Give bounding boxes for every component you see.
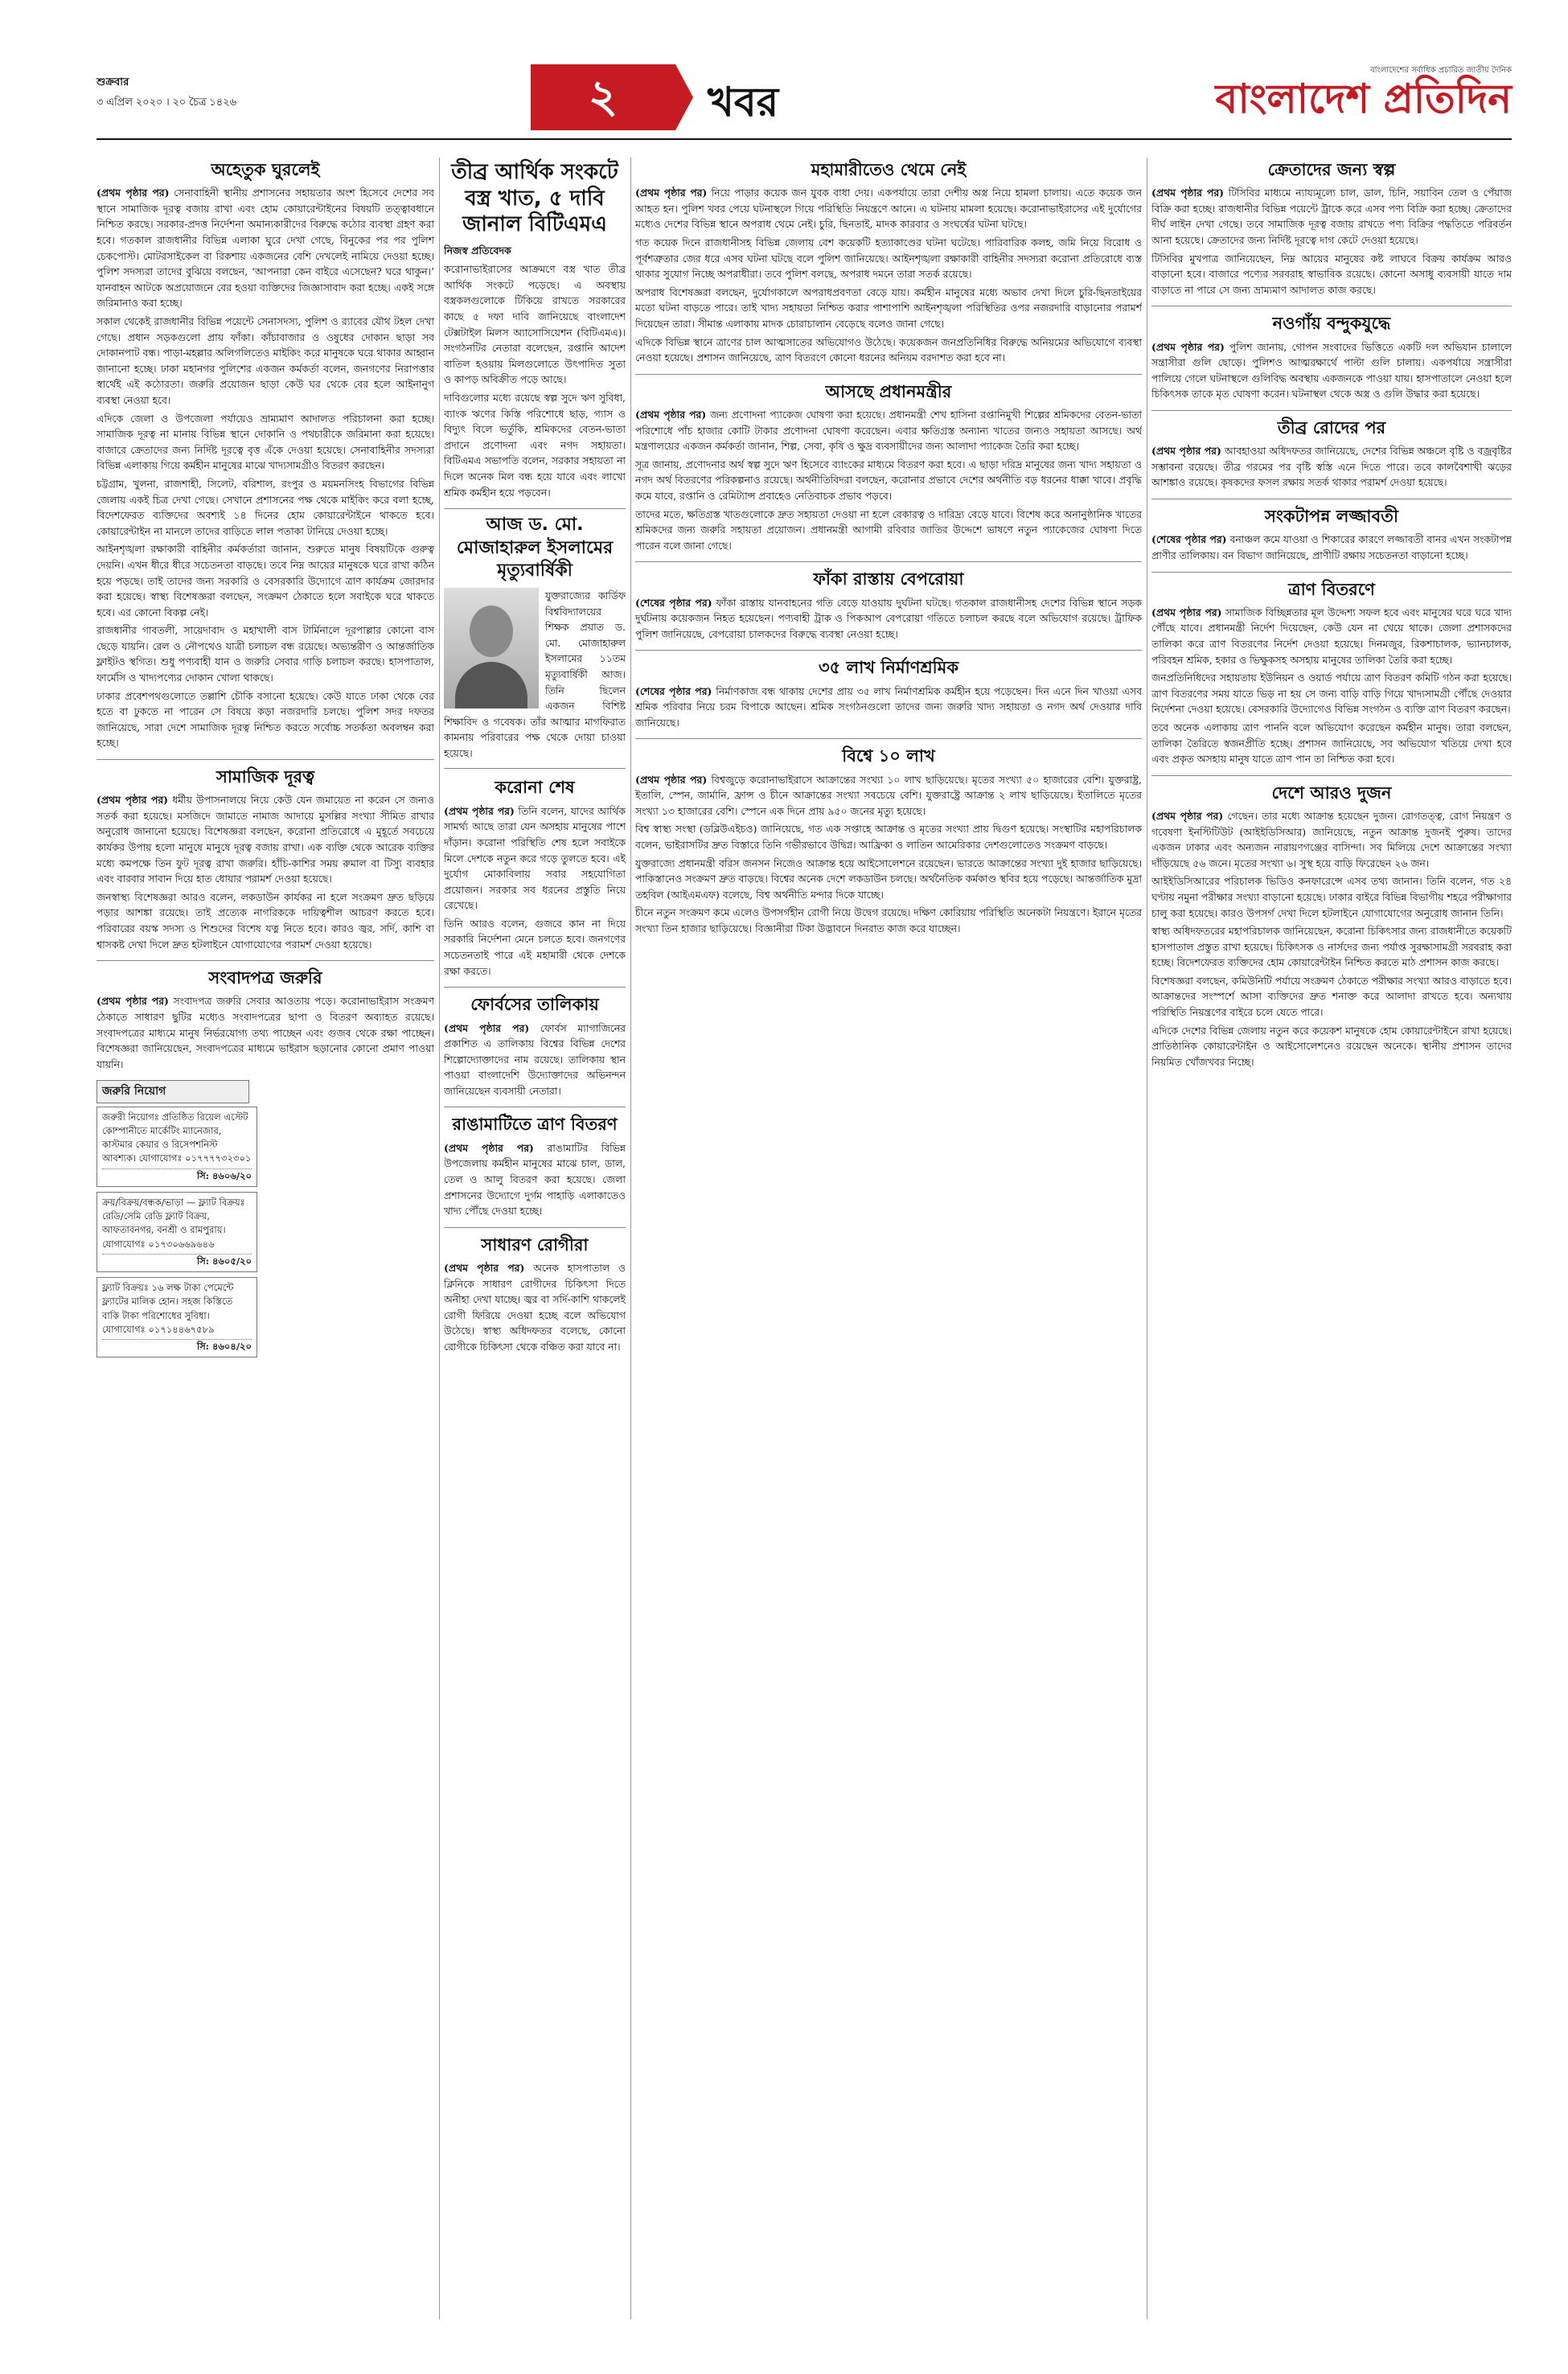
- paragraph-text: সেনাবাহিনী স্থানীয় প্রশাসনের সহায়তার অংশ হিসেবে দেশের সব স্থানে সামাজিক দূরত্ব বজায় রাখা এবং হোম কোয়ারেন্টাইনের বিষয়টি তত্ত্বাবধানে নিশ্চিত করছে। সরকার-প্রদত্ত নির্দেশনা অমান্যকারীদের বিরুদ্ধে কঠোর ব্যবস্থা গ্রহণ করা হবে। গতকাল রাজধানীর বিভিন্ন এলাকা ঘুরে দেখা গেছে, বিনুকের পর পর পুলিশ চেকপোস্ট। মোটরসাইকেল বা রিকশায় একজনের বেশি দেখলেই নামিয়ে দেওয়া হচ্ছে। পুলিশ সদস্যরা তাদের বুঝিয়ে বলছেন, ‘আপনারা কেন বাইরে এসেছেন? ঘরে থাকুন।’ যানবাহন আটকে অপ্রয়োজনে বের হওয়া ব্যক্তিদের জিজ্ঞাসাবাদ করা হচ্ছে। একই সঙ্গে জরিমানাও করা হচ্ছে।: [96, 187, 434, 310]
- article: [1151, 775, 1512, 1070]
- article: [96, 960, 434, 1072]
- article: [1151, 572, 1512, 767]
- article-paragraph: [1151, 339, 1512, 402]
- continuation-marker: (প্রথম পৃষ্ঠার পর): [96, 995, 169, 1008]
- paragraph-text: তাদের মতে, ক্ষতিগ্রস্ত খাতগুলোকে দ্রুত সহায়তা দেওয়া না হলে বেকারত্ব ও দারিদ্র্য বেড়ে যাবে। বিশেষ করে অনানুষ্ঠানিক খাতের শ্রমিকদের জন্য জরুরি সহায়তা প্রয়োজন। প্রধানমন্ত্রী আগামী রবিবার জাতির উদ্দেশে ভাষণে নতুন প্যাকেজের ঘোষণা দিতে পারেন বলে জানা গেছে।: [635, 507, 1142, 552]
- article: [96, 159, 434, 751]
- article-headline: তীব্র আর্থিক সংকটে বস্ত্র খাত, ৫ দাবি জানাল বিটিএমএ: [451, 160, 618, 236]
- article-headline: দেশে আরও দুজন: [1271, 782, 1392, 803]
- article-byline: নিজস্ব প্রতিবেদক: [444, 244, 511, 257]
- paragraph-text: গেছেন। তার মধ্যে আক্রান্ত হয়েছেন দুজন। রোগতত্ত্ব, রোগ নিয়ন্ত্রণ ও গবেষণা ইনস্টিটিউট (আইইডিসিআর) জানিয়েছে, নতুন আক্রান্ত দুজনই পুরুষ। তাদের একজন ঢাকার এবং অন্যজন নারায়ণগঞ্জের বাসিন্দা। সব মিলিয়ে দেশে আক্রান্তের সংখ্যা দাঁড়িয়েছে ৫৬ জনে। মৃতের সংখ্যা ৬। সুস্থ হয়ে বাড়ি ফিরেছেন ২৬ জন।: [1151, 809, 1512, 869]
- article-headline: ৩৫ লাখ নির্মাণশ্রমিক: [818, 658, 959, 678]
- paragraph-text: টিসিবির মাধ্যমে ন্যায্যমূল্যে চাল, ডাল, চিনি, সয়াবিন তেল ও পেঁয়াজ বিক্রি করা হচ্ছে। রাজধানীর বিভিন্ন পয়েন্টে ট্রাকে করে এসব পণ্য বিক্রি করা হচ্ছে। ক্রেতাদের দীর্ঘ লাইন দেখা গেছে। তবে সামাজিক দূরত্ব বজায় রাখতে পণ্য বিক্রির পদ্ধতিতে পরিবর্তন আনা হয়েছে। ক্রেতাদের জন্য নির্দিষ্ট দূরত্বে দাগ কেটে দেওয়া হয়েছে।: [1151, 187, 1512, 247]
- article-paragraph: [1151, 670, 1512, 717]
- article-headline: ফোর্বসের তালিকায়: [470, 995, 599, 1015]
- article-headline: রাঙামাটিতে ত্রাণ বিতরণ: [452, 1115, 618, 1135]
- continuation-marker: (প্রথম পৃষ্ঠার পর): [1151, 809, 1224, 822]
- classifieds-title: জরুরি নিয়োগ: [96, 1080, 249, 1103]
- column-2: [444, 158, 626, 2319]
- article-headline: ক্রেতাদের জন্য স্বল্প: [1267, 160, 1396, 179]
- paragraph-text: এদিকে দেশের বিভিন্ন জেলায় নতুন করে কয়েকশ মানুষকে হোম কোয়ারেন্টাইনে রাখা হয়েছে। প্রাতিষ্ঠানিক কোয়ারেন্টাইন ও আইসোলেশনেও রয়েছেন অনেকে। স্থানীয় প্রশাসন তাদের নিয়মিত খোঁজখবর নিচ্ছে।: [1151, 1024, 1512, 1068]
- classified-ad-code: সি: ৪৬০৪/২০: [102, 1339, 252, 1353]
- column-1: [96, 158, 434, 2319]
- article-paragraph: [1151, 923, 1512, 971]
- paragraph-text: ঢাকার প্রবেশপথগুলোতে তল্লাশি চৌকি বসানো হয়েছে। কেউ যাতে ঢাকা থেকে বের হতে বা ঢুকতে না পারেন সে বিষয়ে কড়া নজরদারি চলছে। পুলিশ সদর দফতর জানিয়েছে, সারা দেশে সামাজিক দূরত্ব নিশ্চিত করতে সর্বোচ্চ সতর্কতা অবলম্বন করা হচ্ছে।: [96, 689, 434, 750]
- continuation-marker: (প্রথম পৃষ্ঠার পর): [444, 1261, 525, 1274]
- paragraph-text: যুক্তরাজ্যের কার্ডিফ বিশ্ববিদ্যালয়ের শিক্ষক প্রয়াত ড. মো. মোজাহারুল ইসলামের ১১তম মৃত্যুবার্ষিকী আজ। তিনি ছিলেন একজন বিশিষ্ট শিক্ষাবিদ ও গবেষক। তাঁর আত্মার মাগফিরাত কামনায় পরিবারের পক্ষ থেকে দোয়া চাওয়া হয়েছে।: [444, 589, 626, 759]
- article-paragraph: [96, 993, 434, 1072]
- article-headline: সংবাদপত্র জরুরি: [208, 968, 322, 988]
- article-headline: তীব্র রোদের পর: [1277, 418, 1386, 438]
- paragraph-text: নির্মাণকাজ বন্ধ থাকায় দেশের প্রায় ৩৫ লাখ নির্মাণশ্রমিক কর্মহীন হয়ে পড়েছেন। দিন এনে দিন খাওয়া এসব শ্রমিক পরিবার নিয়ে চরম বিপাকে আছেন। শ্রমিক সংগঠনগুলো তাদের জন্য জরুরি খাদ্য সহায়তা ও নগদ অর্থ দেওয়ার দাবি জানিয়েছে।: [635, 684, 1142, 729]
- article-paragraph: [96, 889, 434, 952]
- article: [444, 1107, 626, 1218]
- article-body: [1151, 339, 1512, 402]
- portrait-photo: [444, 588, 539, 709]
- article-body: [96, 993, 434, 1072]
- column-divider: [630, 158, 631, 2319]
- article: [1151, 499, 1512, 563]
- classified-ad-code: সি: ৪৬০৫/২০: [102, 1254, 252, 1268]
- paragraph-text: সংবাদপত্র জরুরি সেবার আওতায় পড়ে। করোনাভাইরাস সংক্রমণ ঠেকাতে সাধারণ ছুটির মধ্যেও সংবাদপত্রের ছাপা ও বিতরণ অব্যাহত রয়েছে। সংবাদপত্রের মাধ্যমে মানুষ নির্ভরযোগ্য তথ্য পাচ্ছেন এবং গুজব থেকে রক্ষা পাচ্ছেন। বিশেষজ্ঞরা জানিয়েছেন, সংবাদপত্রের মাধ্যমে ভাইরাস ছড়ানোর কোনো প্রমাণ পাওয়া যায়নি।: [96, 995, 434, 1070]
- paragraph-text: জনস্বাস্থ্য বিশেষজ্ঞরা আরও বলেন, লকডাউন কার্যকর না হলে সংক্রমণ দ্রুত ছড়িয়ে পড়ার আশঙ্কা রয়েছে। তাই প্রত্যেক নাগরিককে দায়িত্বশীল আচরণ করতে হবে। পরিবারের বয়স্ক সদস্য ও শিশুদের বিশেষ যত্ন নিতে হবে। কারও জ্বর, সর্দি, কাশি বা শ্বাসকষ্ট দেখা দিলে দ্রুত হটলাইনে যোগাযোগের পরামর্শ দেওয়া হয়েছে।: [96, 890, 434, 951]
- obituary-headline: আজ ড. মো. মোজাহারুল ইসলামের মৃত্যুবার্ষিকী: [456, 515, 614, 581]
- paragraph-text: করোনাভাইরাসের আক্রমণে বস্ত্র খাত তীব্র আর্থিক সংকটে পড়েছে। এ অবস্থায় বস্ত্রকলগুলোকে টিকিয়ে রাখতে সরকারের কাছে ৫ দফা দাবি জানিয়েছে বাংলাদেশ টেক্সটাইল মিলস অ্যাসোসিয়েশন (বিটিএমএ)। সংগঠনটির নেতারা বলেছেন, রপ্তানি আদেশ বাতিল হওয়ায় মিলগুলোতে উৎপাদিত সুতা ও কাপড় অবিক্রীত পড়ে আছে।: [444, 263, 626, 386]
- article-body: [444, 1021, 626, 1099]
- article-paragraph: [635, 905, 1142, 936]
- article: [635, 650, 1142, 730]
- article-paragraph: [444, 390, 626, 500]
- dateline-day: শুক্রবার: [96, 76, 129, 88]
- paragraph-text: বিশ্ব স্বাস্থ্য সংস্থা (ডব্লিউএইচও) জানিয়েছে, গত এক সপ্তাহে আক্রান্ত ও মৃতের সংখ্যা প্রায় দ্বিগুণ হয়েছে। সংস্থাটির মহাপরিচালক বলেন, ভাইরাসটির দ্রুত বিস্তারে তিনি গভীরভাবে উদ্বিগ্ন। আফ্রিকা ও লাতিন আমেরিকার দেশগুলোতেও সংক্রমণ বাড়ছে।: [635, 823, 1142, 852]
- classified-ad: [96, 1192, 257, 1272]
- article-paragraph: [635, 856, 1142, 903]
- paragraph-text: বিশ্বজুড়ে করোনাভাইরাসে আক্রান্তের সংখ্যা ১০ লাখ ছাড়িয়েছে। মৃতের সংখ্যা ৫০ হাজারের বেশি। যুক্তরাষ্ট্র, ইতালি, স্পেন, জার্মানি, ফ্রান্স ও চীনে আক্রান্তের সংখ্যা সবচেয়ে বেশি। যুক্তরাষ্ট্রে আক্রান্ত ২ লাখ ছাড়িয়েছে। ইতালিতে মৃতের সংখ্যা ১৩ হাজারের বেশি। স্পেনে এক দিনে প্রায় ৯৫০ জনের মৃত্যু হয়েছে।: [635, 773, 1142, 817]
- article-body: [1151, 443, 1512, 491]
- continuation-marker: (প্রথম পৃষ্ঠার পর): [444, 804, 515, 817]
- paragraph-text: টিসিবির মুখপাত্র জানিয়েছেন, নিম্ন আয়ের মানুষের কষ্ট লাঘবে বিক্রয় কার্যক্রম আরও বাড়ানো হবে। বাজারে পণ্যের সরবরাহ স্বাভাবিক রয়েছে। কোনো অসাধু ব্যবসায়ী যাতে দাম বাড়াতে না পারে সে জন্য ভ্রাম্যমাণ আদালত কাজ করছে।: [1151, 252, 1512, 296]
- article-paragraph: [1151, 720, 1512, 767]
- article-paragraph: [1151, 605, 1512, 667]
- article: [444, 777, 626, 979]
- article-paragraph: [1151, 251, 1512, 298]
- classified-ad: [96, 1277, 257, 1357]
- continuation-marker: (প্রথম পৃষ্ঠার পর): [635, 187, 708, 199]
- article-paragraph: [444, 916, 626, 979]
- paragraph-text: আইইডিসিআরের পরিচালক ভিডিও কনফারেন্সে এসব তথ্য জানান। তিনি বলেন, গত ২৪ ঘণ্টায় নমুনা পরীক্ষার সংখ্যা বাড়ানো হয়েছে। ঢাকার বাইরে বিভিন্ন বিভাগীয় শহরে পরীক্ষাগার চালু করা হয়েছে। কারও উপসর্গ দেখা দিলে হটলাইনে যোগাযোগের অনুরোধ জানান তিনি।: [1151, 875, 1512, 919]
- article: [635, 159, 1142, 366]
- article: [1151, 306, 1512, 402]
- classified-ad-text: জরুরী নিয়োগঃ প্রতিষ্ঠিত রিয়েল এস্টেট কোম্পানীতে মার্কেটিং ম্যানেজার, কাস্টমার কেয়ার ও রিসেপশনিস্ট আবশ্যক। যোগাযোগঃ ০১৭৭৭৭৩২৩০১: [102, 1111, 252, 1164]
- continuation-marker: (প্রথম পৃষ্ঠার পর): [1151, 445, 1221, 458]
- article-paragraph: [635, 772, 1142, 819]
- column-4: [1151, 158, 1512, 2319]
- article: [1151, 410, 1512, 491]
- dateline-date: ৩ এপ্রিল ২০২০ । ২০ চৈত্র ১৪২৬: [96, 95, 237, 108]
- article-paragraph: [444, 1140, 626, 1219]
- paragraph-text: তিনি আরও বলেন, গুজবে কান না দিয়ে সরকারি নির্দেশনা মেনে চলতে হবে। জনগণের সচেতনতাই পারে এই মহামারী থেকে দেশকে রক্ষা করতে।: [444, 917, 626, 977]
- article-headline: ফাঁকা রাস্তায় বেপরোয়া: [813, 569, 964, 589]
- article-paragraph: [635, 595, 1142, 643]
- continuation-marker: (প্রথম পৃষ্ঠার পর): [444, 1141, 534, 1154]
- paragraph-text: তবে অনেক এলাকায় ত্রাণ পাননি বলে অভিযোগ করেছেন কর্মহীন মানুষ। তারা বলছেন, তালিকা তৈরিতে স্বজনপ্রীতি হচ্ছে। প্রশাসন জানিয়েছে, সব অভিযোগ খতিয়ে দেখা হবে এবং প্রকৃত অসহায় মানুষ যাতে ত্রাণ পান তা নিশ্চিত করা হবে।: [1151, 721, 1512, 766]
- paragraph-text: চট্টগ্রাম, খুলনা, রাজশাহী, সিলেট, বরিশাল, রংপুর ও ময়মনসিংহ বিভাগের বিভিন্ন জেলায় একই চিত্র দেখা গেছে। সেখানে প্রশাসনের পক্ষ থেকে মাইকিং করে বলা হচ্ছে, বিদেশফেরত ব্যক্তিদের অবশ্যই ১৪ দিনের হোম কোয়ারেন্টাইনে থাকতে হবে। কোয়ারেন্টাইন না মানলে তাদের বাড়িতে লাল পতাকা টানিয়ে দেওয়া হচ্ছে।: [96, 477, 434, 537]
- article-headline: মহামারীতেও থেমে নেই: [811, 160, 967, 179]
- article: [444, 987, 626, 1099]
- masthead-rule: [96, 138, 1512, 140]
- paragraph-text: বনাঞ্চল কমে যাওয়া ও শিকারের কারণে লজ্জাবতী বানর এখন সংকটাপন্ন প্রাণীর তালিকায়। বন বিভাগ জানিয়েছে, প্রাণীটি রক্ষায় সচেতনতা বাড়ানো হচ্ছে।: [1151, 533, 1512, 561]
- article-headline: সংকটাপন্ন লজ্জাবতী: [1265, 507, 1398, 527]
- article: [635, 374, 1142, 554]
- paragraph-text: নিয়ে পাড়ার কয়েক জন যুবক বাধা দেয়। একপর্যায়ে তারা দেশীয় অস্ত্র নিয়ে হামলা চালায়। এতে কয়েক জন আহত হন। পুলিশ খবর পেয়ে ঘটনাস্থলে গিয়ে পরিস্থিতি নিয়ন্ত্রণে আনে। এ ঘটনায় মামলা হয়েছে। করোনাভাইরাসের এই দুর্যোগের মধ্যেও দেশের বিভিন্ন স্থানে অপরাধ থেমে নেই। চুরি, ছিনতাই, মাদক কারবার ও সংঘর্ষের ঘটনা ঘটছে।: [635, 187, 1142, 231]
- article-paragraph: [96, 476, 434, 539]
- article-body: [1151, 808, 1512, 1070]
- article-paragraph: [635, 684, 1142, 731]
- article-paragraph: [1151, 808, 1512, 871]
- article: [444, 1227, 626, 1355]
- paragraph-text: রাজধানীর গাবতলী, সায়েদাবাদ ও মহাখালী বাস টার্মিনালে দূরপাল্লার কোনো বাস ছেড়ে যায়নি। রেল ও নৌপথেও যাত্রী চলাচল বন্ধ রয়েছে। অভ্যন্তরীণ ও আন্তর্জাতিক ফ্লাইটও স্থগিত। শুধু পণ্যবাহী যান ও জরুরি সেবার গাড়ি চলাচল করছে। হাসপাতাল, ফার্মেসি ও খাদ্যপণ্যের দোকান খোলা থাকছে।: [96, 624, 434, 684]
- paragraph-text: এদিকে জেলা ও উপজেলা পর্যায়েও ভ্রাম্যমাণ আদালত পরিচালনা করা হচ্ছে। সামাজিক দূরত্ব না মানায় বিভিন্ন স্থানে দোকানি ও পথচারীকে জরিমানা করা হয়েছে। বাজারে ক্রেতাদের জন্য নির্দিষ্ট দূরত্বে বৃত্ত এঁকে দেওয়া হয়েছে। সেনাবাহিনীর সদস্যরা বিভিন্ন এলাকায় গিয়ে কর্মহীন মানুষের মাঝে খাদ্যসামগ্রীও বিতরণ করছেন।: [96, 412, 434, 472]
- brand-logo: বাংলাদেশ প্রতিদিন: [1215, 75, 1512, 122]
- paragraph-text: গত কয়েক দিনে রাজধানীসহ বিভিন্ন জেলায় বেশ কয়েকটি হত্যাকাণ্ডের ঘটনা ঘটেছে। পারিবারিক কলহ, জমি নিয়ে বিরোধ ও পূর্বশত্রুতার জের ধরে এসব ঘটনা ঘটছে বলে পুলিশ জানিয়েছে। আইনশৃঙ্খলা রক্ষাকারী বাহিনীর সদস্যরা করোনা প্রতিরোধে ব্যস্ত থাকার সুযোগ নিচ্ছে অপরাধীরা। তবে পুলিশ বলছে, অপরাধ দমনে তারা সতর্ক রয়েছে।: [635, 236, 1142, 281]
- continuation-marker: (প্রথম পৃষ্ঠার পর): [1151, 187, 1225, 199]
- article-paragraph: [96, 688, 434, 751]
- classified-ad-code: সি: ৪৬০৬/২০: [102, 1169, 252, 1183]
- article-paragraph: [96, 314, 434, 409]
- continuation-marker: (শেষের পৃষ্ঠার পর): [635, 596, 712, 609]
- paragraph-text: জন্য প্রণোদনা প্যাকেজ ঘোষণা করা হয়েছে। প্রধানমন্ত্রী শেখ হাসিনা রপ্তানিমুখী শিল্পের শ্রমিকদের বেতন-ভাতা পরিশোধে পাঁচ হাজার কোটি টাকার প্রণোদনা ঘোষণা করেছেন। এবার ক্ষতিগ্রস্ত অন্যান্য খাতের জন্যও সহায়তা আসছে। অর্থ মন্ত্রণালয়ের একজন কর্মকর্তা জানান, শিল্প, সেবা, কৃষি ও ক্ষুদ্র ব্যবসায়ীদের জন্য আলাদা প্যাকেজ তৈরি করা হচ্ছে।: [635, 409, 1142, 453]
- brand: [1215, 64, 1512, 121]
- article-body: [635, 407, 1142, 553]
- paragraph-text: চীনে নতুন সংক্রমণ কমে এলেও উপসর্গহীন রোগী নিয়ে উদ্বেগ রয়েছে। দক্ষিণ কোরিয়ায় পরিস্থিতি অনেকটা নিয়ন্ত্রণে। ইরানে মৃতের সংখ্যা তিন হাজার ছাড়িয়েছে। বিজ্ঞানীরা টিকা উদ্ভাবনে দিনরাত কাজ করে যাচ্ছেন।: [635, 906, 1142, 935]
- article: [1151, 159, 1512, 298]
- article-paragraph: [635, 285, 1142, 332]
- article-headline: বিশ্বে ১০ লাখ: [842, 746, 935, 766]
- article-body: [635, 772, 1142, 937]
- article-headline: আসছে প্রধানমন্ত্রীর: [825, 381, 952, 401]
- article-paragraph: [1151, 873, 1512, 921]
- paragraph-text: ফাঁকা রাস্তায় যানবাহনের গতি বেড়ে যাওয়ায় দুর্ঘটনা ঘটছে। গতকাল রাজধানীসহ দেশের বিভিন্ন স্থানে সড়ক দুর্ঘটনায় কয়েকজন নিহত হয়েছেন। পণ্যবাহী ট্রাক ও পিকআপ বেপরোয়া গতিতে চলাচল করছে বলে অভিযোগ রয়েছে। ট্রাফিক পুলিশ জানিয়েছে, বেপরোয়া চালকদের বিরুদ্ধে ব্যবস্থা নেওয়া হচ্ছে।: [635, 596, 1142, 640]
- continuation-marker: (প্রথম পৃষ্ঠার পর): [1151, 606, 1222, 618]
- article-body: [444, 261, 626, 500]
- paragraph-text: আবহাওয়া অধিদফতর জানিয়েছে, দেশের বিভিন্ন অঞ্চলে বৃষ্টি ও বজ্রবৃষ্টির সম্ভাবনা রয়েছে। তীব্র গরমের পর বৃষ্টি স্বস্তি এনে দিতে পারে। তবে কালবৈশাখী ঝড়ের আশঙ্কাও রয়েছে। কৃষকদের ফসল রক্ষায় সতর্ক থাকার পরামর্শ দেওয়া হয়েছে।: [1151, 445, 1512, 489]
- obituary-box: [444, 508, 626, 769]
- article-body: [1151, 185, 1512, 298]
- article-headline: নওগাঁয় বন্দুকযুদ্ধে: [1272, 314, 1391, 334]
- article-paragraph: [96, 792, 434, 887]
- article-body: [635, 684, 1142, 731]
- article-paragraph: [96, 411, 434, 474]
- masthead: [96, 64, 1512, 145]
- paragraph-text: দাবিগুলোর মধ্যে রয়েছে স্বল্প সুদে ঋণ সুবিধা, ব্যাংক ঋণের কিস্তি পরিশোধে ছাড়, গ্যাস ও বিদ্যুৎ বিলে ভর্তুকি, শ্রমিকদের বেতন-ভাতা প্রদানে প্রণোদনা এবং নগদ সহায়তা। বিটিএমএ সভাপতি বলেন, সরকার সহায়তা না দিলে অনেক মিল বন্ধ হয়ে যাবে এবং লাখো শ্রমিক কর্মহীন হয়ে পড়বেন।: [444, 392, 626, 499]
- continuation-marker: (প্রথম পৃষ্ঠার পর): [635, 409, 707, 421]
- paragraph-text: স্বাস্থ্য অধিদফতরের মহাপরিচালক জানিয়েছেন, করোনা চিকিৎসার জন্য রাজধানীতে কয়েকটি হাসপাতাল প্রস্তুত রাখা হয়েছে। চিকিৎসক ও নার্সদের জন্য পর্যাপ্ত সুরক্ষাসামগ্রী সরবরাহ করা হচ্ছে। বিদেশফেরত ব্যক্তিদের হোম কোয়ারেন্টাইন নিশ্চিত করতে মাঠ প্রশাসন কাজ করছে।: [1151, 925, 1512, 969]
- article-body: [444, 1140, 626, 1219]
- paragraph-text: এদিকে বিভিন্ন স্থানে ত্রাণের চাল আত্মসাতের অভিযোগও উঠেছে। কয়েকজন জনপ্রতিনিধির বিরুদ্ধে অনিয়মের অভিযোগে ব্যবস্থা নেওয়া হয়েছে। প্রশাসন জানিয়েছে, ত্রাণ বিতরণে কোনো ধরনের অনিয়ম বরদাশত করা হবে না।: [635, 335, 1142, 364]
- article-body: [635, 595, 1142, 643]
- article-paragraph: [635, 457, 1142, 504]
- paragraph-text: যুক্তরাজ্যে প্রধানমন্ত্রী বরিস জনসন নিজেও আক্রান্ত হয়ে আইসোলেশনে রয়েছেন। ভারতে আক্রান্তের সংখ্যা দুই হাজার ছাড়িয়েছে। পাকিস্তানেও সংক্রমণ দ্রুত বাড়ছে। বিশ্বের অনেক দেশে লকডাউন চলছে। অর্থনৈতিক কর্মকাণ্ড স্থবির হয়ে পড়েছে। আন্তর্জাতিক মুদ্রা তহবিল (আইএমএফ) বলেছে, বিশ্ব অর্থনীতি মন্দার দিকে যাচ্ছে।: [635, 856, 1142, 901]
- article-body: [96, 185, 434, 751]
- article-paragraph: [96, 185, 434, 311]
- continuation-marker: (প্রথম পৃষ্ঠার পর): [1151, 340, 1225, 353]
- classified-ad: [96, 1107, 257, 1187]
- classified-ad-text: ক্রয়/বিক্রয়/বন্ধক/ভাড়া — ফ্ল্যাট বিক্রয়ঃ রেডি/সেমি রেডি ফ্ল্যাট বিক্রয়, আফতাবনগর, বনশ্রী ও রামপুরায়। যোগাযোগঃ ০১৭৩০৬৬৯৬৪৬: [102, 1196, 245, 1250]
- article-headline: অহেতুক ঘুরলেই: [211, 160, 320, 179]
- column-divider: [439, 158, 440, 2319]
- article-body: [444, 803, 626, 980]
- article: [444, 159, 626, 500]
- paragraph-text: সামাজিক বিচ্ছিন্নতার মূল উদ্দেশ্য সফল হবে এবং মানুষের ঘরে ঘরে খাদ্য পৌঁছে যাবে। প্রধানমন্ত্রী নির্দেশ দিয়েছেন, কেউ যেন না খেয়ে থাকে। জেলা প্রশাসকদের তালিকা করে ত্রাণ বিতরণের নির্দেশ দেওয়া হয়েছে। দিনমজুর, রিকশাচালক, ভ্যানচালক, পরিবহন শ্রমিক, হকার ও ভিক্ষুকসহ অসহায় মানুষের তালিকা তৈরি করা হচ্ছে।: [1151, 606, 1512, 666]
- article-paragraph: [1151, 973, 1512, 1021]
- article-paragraph: [1151, 1023, 1512, 1070]
- continuation-marker: (প্রথম পৃষ্ঠার পর): [96, 187, 170, 199]
- page-number-badge: ২: [531, 64, 675, 130]
- paragraph-text: জনপ্রতিনিধিদের সহায়তায় ইউনিয়ন ও ওয়ার্ড পর্যায়ে ত্রাণ বিতরণ কমিটি গঠন করা হয়েছে। ত্রাণ বিতরণের সময় যাতে ভিড় না হয় সে জন্য বাড়ি বাড়ি গিয়ে খাদ্যসামগ্রী পৌঁছে দেওয়ার নির্দেশনা দেওয়া হয়েছে। বেসরকারি উদ্যোগেও বিভিন্ন সংগঠন ও ব্যক্তি ত্রাণ বিতরণ করছেন।: [1151, 672, 1512, 716]
- article: [96, 759, 434, 952]
- continuation-marker: (শেষের পৃষ্ঠার পর): [1151, 533, 1227, 546]
- article-paragraph: [1151, 532, 1512, 563]
- article-paragraph: [1151, 443, 1512, 491]
- article-paragraph: [635, 335, 1142, 366]
- article-headline: সাধারণ রোগীরা: [481, 1234, 589, 1255]
- article-body: [1151, 532, 1512, 563]
- paragraph-text: রাঙামাটির বিভিন্ন উপজেলায় কর্মহীন মানুষের মাঝে চাল, ডাল, তেল ও আলু বিতরণ করা হয়েছে। জেলা প্রশাসনের উদ্যোগে দুর্গম পাহাড়ি এলাকাতেও খাদ্য পৌঁছে দেওয়া হচ্ছে।: [444, 1141, 626, 1218]
- article-body: [96, 792, 434, 952]
- article-paragraph: [96, 622, 434, 685]
- continuation-marker: (প্রথম পৃষ্ঠার পর): [635, 773, 708, 786]
- article-paragraph: [635, 821, 1142, 852]
- brand-tagline: বাংলাদেশের সর্বাধিক প্রচারিত জাতীয় দৈনিক: [1370, 66, 1512, 75]
- article-paragraph: [96, 541, 434, 620]
- article-paragraph: [444, 1021, 626, 1099]
- article-body: [1151, 605, 1512, 767]
- continuation-marker: (প্রথম পৃষ্ঠার পর): [444, 1021, 530, 1034]
- section-title: খবর: [708, 79, 779, 125]
- article-paragraph: [635, 185, 1142, 232]
- article-paragraph: [635, 407, 1142, 454]
- article-paragraph: [635, 235, 1142, 282]
- paragraph-text: অনেক হাসপাতাল ও ক্লিনিকে সাধারণ রোগীদের চিকিৎসা দিতে অনীহা দেখা যাচ্ছে। জ্বর বা সর্দি-কাশি থাকলেই রোগী ফিরিয়ে দেওয়া হচ্ছে বলে অভিযোগ উঠেছে। স্বাস্থ্য অধিদফতর বলেছে, কোনো রোগীকে চিকিৎসা থেকে বঞ্চিত করা যাবে না।: [444, 1261, 626, 1353]
- article-paragraph: [444, 803, 626, 914]
- continuation-marker: (শেষের পৃষ্ঠার পর): [635, 684, 712, 697]
- paragraph-text: ধর্মীয় উপাসনালয়ে নিয়ে কেউ যেন জমায়েত না করেন সে জন্যও সতর্ক করা হয়েছে। মসজিদে জামাতে নামাজ আদায়ে মুসল্লির সংখ্যা সীমিত রাখার অনুরোধ জানানো হয়েছে। বিশেষজ্ঞরা বলছেন, করোনা প্রতিরোধে এ মুহূর্তে সবচেয়ে কার্যকর উপায় হলো মানুষে মানুষে দূরত্ব বজায় রাখা। এক ব্যক্তি থেকে আরেক ব্যক্তির মধ্যে কমপক্ষে তিন ফুট দূরত্ব রাখা জরুরি। হাঁচি-কাশির সময় রুমাল বা টিস্যু ব্যবহার এবং বারবার সাবান দিয়ে হাত ধোয়ার পরামর্শ দেওয়া হয়েছে।: [96, 794, 434, 885]
- paragraph-text: বিশেষজ্ঞরা বলছেন, কমিউনিটি পর্যায়ে সংক্রমণ ঠেকাতে পরীক্ষার সংখ্যা আরও বাড়াতে হবে। আক্রান্তদের সংস্পর্শে আসা ব্যক্তিদের দ্রুত শনাক্ত করে আলাদা রাখতে হবে। অন্যথায় পরিস্থিতি নিয়ন্ত্রণের বাইরে চলে যেতে পারে।: [1151, 974, 1512, 1019]
- continuation-marker: (প্রথম পৃষ্ঠার পর): [96, 794, 169, 807]
- article-paragraph: [1151, 185, 1512, 248]
- paragraph-text: সূত্র জানায়, প্রণোদনার অর্থ স্বল্প সুদে ঋণ হিসেবে ব্যাংকের মাধ্যমে বিতরণ করা হবে। এ ছাড়া দরিদ্র মানুষের জন্য খাদ্য সহায়তা ও নগদ অর্থ বিতরণের পরিকল্পনাও রয়েছে। অর্থনীতিবিদরা বলছেন, করোনার প্রভাবে দেশের অর্থনীতি বড় ধরনের ধাক্কা খাবে। প্রবৃদ্ধি কমে যাবে, রপ্তানি ও রেমিট্যান্স প্রবাহেও নেতিবাচক প্রভাব পড়বে।: [635, 458, 1142, 502]
- article-paragraph: [444, 1260, 626, 1355]
- paragraph-text: ফোর্বস ম্যাগাজিনের প্রকাশিত এ তালিকায় বিশ্বের বিভিন্ন দেশের শিল্পোদ্যোক্তাদের নাম রয়েছে। তালিকায় স্থান পাওয়া বাংলাদেশি উদ্যোক্তাদের অভিনন্দন জানিয়েছেন ব্যবসায়ী নেতারা।: [444, 1021, 626, 1097]
- article: [635, 738, 1142, 936]
- page-number-arrow: [675, 64, 693, 130]
- dateline: [96, 72, 236, 112]
- article-headline: করোনা শেষ: [495, 778, 575, 798]
- classified-ad-text: ফ্ল্যাট বিক্রয়ঃ ১৬ লক্ষ টাকা পেমেন্টে ফ্ল্যাটের মালিক হোন। সহজ কিস্তিতে বাকি টাকা পরিশোধের সুবিধা। যোগাযোগঃ ০১৭১৪৪৬৭৫৮৯: [102, 1282, 234, 1335]
- column-3: [635, 158, 1142, 2319]
- article-paragraph: [635, 507, 1142, 554]
- paragraph-text: আইনশৃঙ্খলা রক্ষাকারী বাহিনীর কর্মকর্তারা জানান, শুরুতে মানুষ বিষয়টিকে গুরুত্ব দেয়নি। এখন ধীরে ধীরে সচেতনতা বাড়ছে। তবে নিম্ন আয়ের মানুষকে ঘরে রাখা কঠিন হয়ে পড়ছে। তাই তাদের জন্য সরকারি ও বেসরকারি উদ্যোগে ত্রাণ কার্যক্রম জোরদার করা হয়েছে। স্বাস্থ্য বিশেষজ্ঞরা বলছেন, সংক্রমণ ঠেকাতে হলে সবাইকে ঘরে থাকতে হবে। এর কোনো বিকল্প নেই।: [96, 543, 434, 618]
- paragraph-text: তিনি বলেন, যাদের আর্থিক সামর্থ্য আছে তারা যেন অসহায় মানুষের পাশে দাঁড়ান। করোনা পরিস্থিতি শেষ হলে সবাইকে মিলে দেশকে নতুন করে গড়ে তুলতে হবে। এই দুর্যোগ মোকাবিলায় সবার সহযোগিতা প্রয়োজন। সরকার সব ধরনের প্রস্তুতি নিয়ে রেখেছে।: [444, 804, 626, 912]
- article-paragraph: [444, 261, 626, 388]
- article: [635, 561, 1142, 642]
- paragraph-text: সকাল থেকেই রাজধানীর বিভিন্ন পয়েন্টে সেনাসদস্য, পুলিশ ও র‌্যাবের যৌথ টহল দেখা গেছে। প্রধান সড়কগুলো প্রায় ফাঁকা। কাঁচাবাজার ও ওষুধের দোকান ছাড়া সব দোকানপাট বন্ধ। পাড়া-মহল্লার অলিগলিতেও মাইকিং করে মানুষকে ঘরে থাকার আহ্বান জানানো হচ্ছে। ঢাকা মহানগর পুলিশের একজন কর্মকর্তা বলেন, জনগণের নিরাপত্তার স্বার্থেই এই কঠোরতা। জরুরি প্রয়োজন ছাড়া কেউ ঘর থেকে বের হলে আইনানুগ ব্যবস্থা নেওয়া হবে।: [96, 315, 434, 406]
- paragraph-text: পুলিশ জানায়, গোপন সংবাদের ভিত্তিতে একটি দল অভিযান চালালে সন্ত্রাসীরা গুলি ছোড়ে। পুলিশও আত্মরক্ষার্থে পাল্টা গুলি চালায়। একপর্যায়ে সন্ত্রাসীরা পালিয়ে গেলে ঘটনাস্থলে গুলিবিদ্ধ অবস্থায় একজনকে পাওয়া যায়। হাসপাতালে নেওয়া হলে চিকিৎসক তাকে মৃত ঘোষণা করেন। ঘটনাস্থল থেকে অস্ত্র ও গুলি উদ্ধার করা হয়েছে।: [1151, 340, 1512, 400]
- article-headline: ত্রাণ বিতরণে: [1288, 579, 1375, 599]
- paragraph-text: অপরাধ বিশেষজ্ঞরা বলছেন, দুর্যোগকালে অপরাধপ্রবণতা বেড়ে যায়। কর্মহীন মানুষের মধ্যে অভাব দেখা দিলে চুরি-ছিনতাইয়ের মতো ঘটনা বাড়তে পারে। তাই খাদ্য সহায়তা নিশ্চিত করার পাশাপাশি আইনশৃঙ্খলা পরিস্থিতির ওপর নজরদারি বাড়ানোর পরামর্শ দিয়েছেন তারা। সীমান্ত এলাকায় মাদক চোরাচালান বেড়েছে বলেও জানা গেছে।: [635, 285, 1142, 330]
- article-body: [444, 1260, 626, 1355]
- article-body: [635, 185, 1142, 366]
- article-headline: সামাজিক দূরত্ব: [215, 767, 315, 787]
